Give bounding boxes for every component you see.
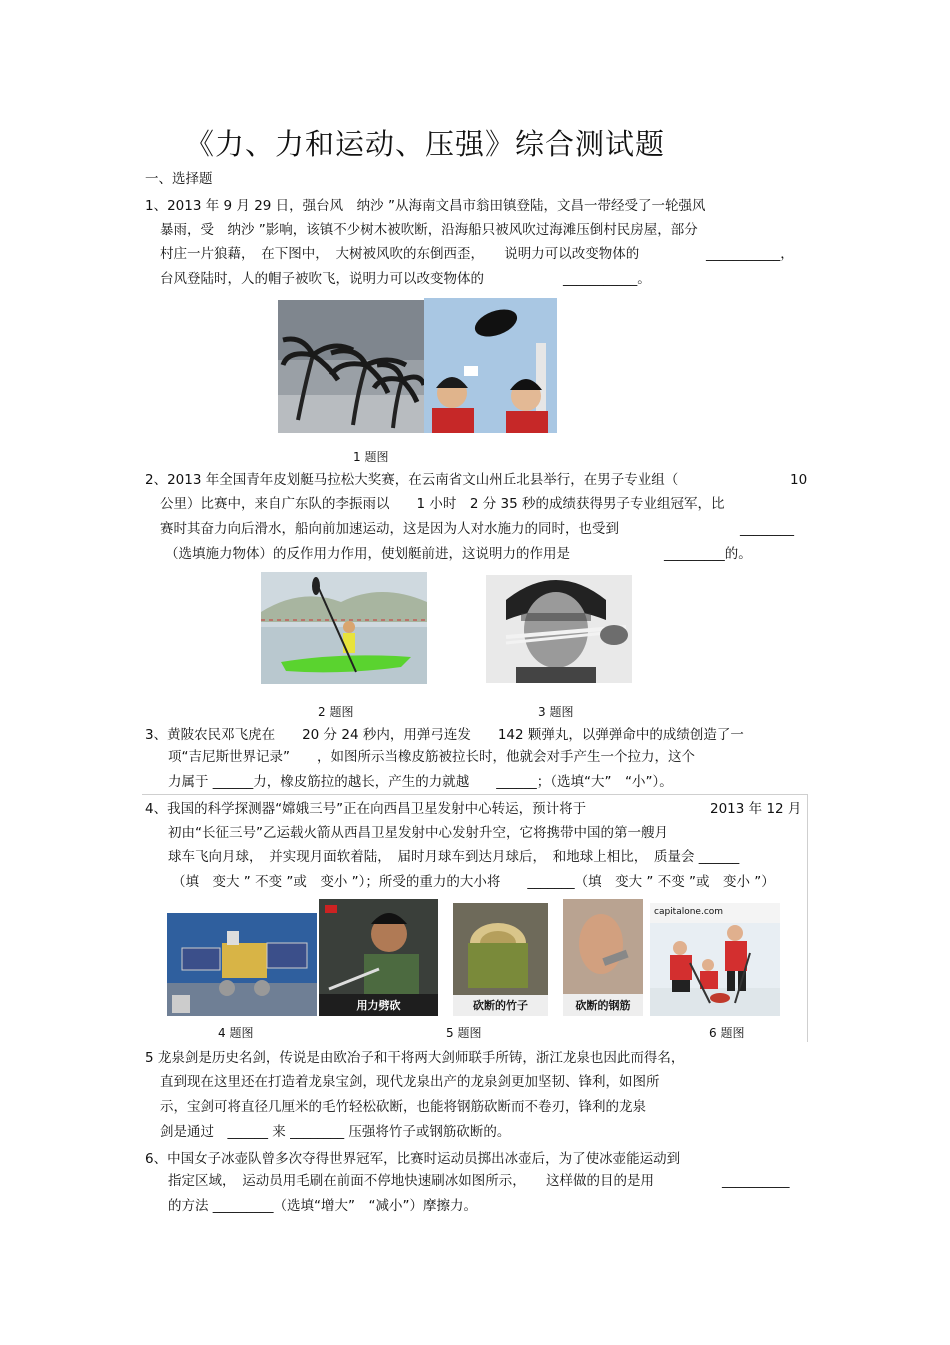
q2-line-2: 公里）比赛中，来自广东队的李振雨以 1 小时 2 分 35 秒的成绩获得男子专业组冠军，比 — [160, 496, 725, 512]
slingshot-man-photo — [486, 575, 632, 683]
q5-line-4: 剑是通过 ______ 来 ________ 压强将竹子或钢筋砍断的。 — [160, 1124, 511, 1140]
q2-figure-caption: 2 题图 — [318, 705, 354, 719]
bamboo-label: 砍断的竹子 — [473, 999, 528, 1012]
q3-figure-caption: 3 题图 — [538, 705, 574, 719]
q6-figure-caption: 6 题图 — [709, 1026, 745, 1040]
q4-line-4: （填 变大 ” 不变 ”或 变小 ”）；所受的重力的大小将 _______（填 变大 ” 不变 ”或 变小 ”） — [172, 874, 775, 890]
q2-line-1: 2、2013 年全国青年皮划艇马拉松大奖赛，在云南省文山州丘北县举行，在男子专业组（ — [145, 472, 679, 488]
q1-line-3: 村庄一片狼藉， 在下图中， 大树被风吹的东倒西歪， 说明力可以改变物体的 — [160, 246, 640, 262]
curling-photo — [650, 903, 780, 1016]
q4-line-3: 球车飞向月球， 并实现月面软着陆， 届时月球车到达月球后， 和地球上相比， 质量会 ______ — [168, 849, 740, 865]
q2-line-1-end: 10 — [790, 472, 808, 488]
kayak-photo — [261, 572, 427, 684]
curling-sign: capitalone.com — [654, 907, 724, 917]
q6-line-2: 指定区域， 运动员用毛刷在前面不停地快速刷冰如图所示， 这样做的目的是用 — [168, 1173, 654, 1189]
q4-line-1-end: 2013 年 12 月 — [710, 801, 802, 817]
q6-blank-1[interactable]: __________ — [722, 1173, 790, 1189]
q5-line-3: 示，宝剑可将直径几厘米的毛竹轻松砍断，也能将钢筋砍断而不卷刃，锋利的龙泉 — [160, 1099, 646, 1115]
rebar-label: 砍断的钢筋 — [575, 999, 631, 1012]
q5-line-2: 直到现在这里还在打造着龙泉宝剑，现代龙泉出产的龙泉剑更加坚韧、锋利，如图所 — [160, 1074, 660, 1090]
typhoon-trees-photo — [278, 300, 424, 433]
cut-rebar-photo — [563, 899, 643, 1016]
q2-line-4: （选填施力物体）的反作用力作用，使划艇前进，这说明力的作用是 — [165, 546, 570, 562]
page-title: 《力、力和运动、压强》综合测试题 — [185, 127, 666, 161]
q1-line-2: 暴雨，受 纳沙 ”影响，该镇不少树木被吹断，沿海船只被风吹过海滩压倒村民房屋，部分 — [160, 222, 698, 238]
hat-blown-photo — [424, 298, 557, 433]
q2-blank-2[interactable]: _________的。 — [664, 546, 752, 562]
q1-blank-2[interactable]: ___________。 — [563, 271, 651, 287]
q3-line-3: 力属于 ______力，橡皮筋拉的越长，产生的力就越 ______；（选填“大” “小”）。 — [168, 774, 673, 790]
q4-figure-caption: 4 题图 — [218, 1026, 254, 1040]
q2-line-3: 赛时其奋力向后滑水，船向前加速运动，这是因为人对水施力的同时，也受到 — [160, 521, 619, 537]
q5-line-1: 5 龙泉剑是历史名剑，传说是由欧冶子和干将两大剑师联手所铸，浙江龙泉也因此而得名， — [145, 1050, 685, 1066]
q1-line-1: 1、2013 年 9 月 29 日，强台风 纳沙 ”从海南文昌市翁田镇登陆，文昌一带经受了一轮强风 — [145, 198, 706, 214]
q1-line-4: 台风登陆时，人的帽子被吹飞，说明力可以改变物体的 — [160, 271, 484, 287]
q6-line-1: 6、中国女子冰壶队曾多次夺得世界冠军，比赛时运动员掷出冰壶后，为了使冰壶能运动到 — [145, 1151, 681, 1167]
cut-bamboo-photo — [453, 903, 548, 1016]
q5-figure-caption: 5 题图 — [446, 1026, 482, 1040]
q3-line-1: 3、黄陂农民邓飞虎在 20 分 24 秒内，用弹弓连发 142 颗弹丸，以弹弹命中的成绩创造了一 — [145, 727, 744, 743]
q1-figure-caption: 1 题图 — [353, 450, 389, 464]
q1-blank-1[interactable]: ___________， — [706, 246, 794, 262]
q2-blank-1[interactable]: ________ — [740, 521, 794, 537]
q6-line-3: 的方法 _________（选填“增大” “减小”）摩擦力。 — [168, 1198, 478, 1214]
q4-line-1: 4、我国的科学探测器“嫦娥三号”正在向西昌卫星发射中心转运，预计将于 — [145, 801, 587, 817]
section-heading: 一、选择题 — [145, 171, 213, 187]
q3-line-2: 项“吉尼斯世界记录” ，如图所示当橡皮筋被拉长时，他就会对手产生一个拉力，这个 — [168, 749, 695, 765]
q4-line-2: 初由“长征三号”乙运载火箭从西昌卫星发射中心发射升空，它将携带中国的第一艘月 — [168, 825, 668, 841]
sword-chop-photo — [319, 899, 438, 1016]
lunar-rover-photo — [167, 913, 317, 1016]
chop-label: 用力劈砍 — [356, 999, 401, 1012]
